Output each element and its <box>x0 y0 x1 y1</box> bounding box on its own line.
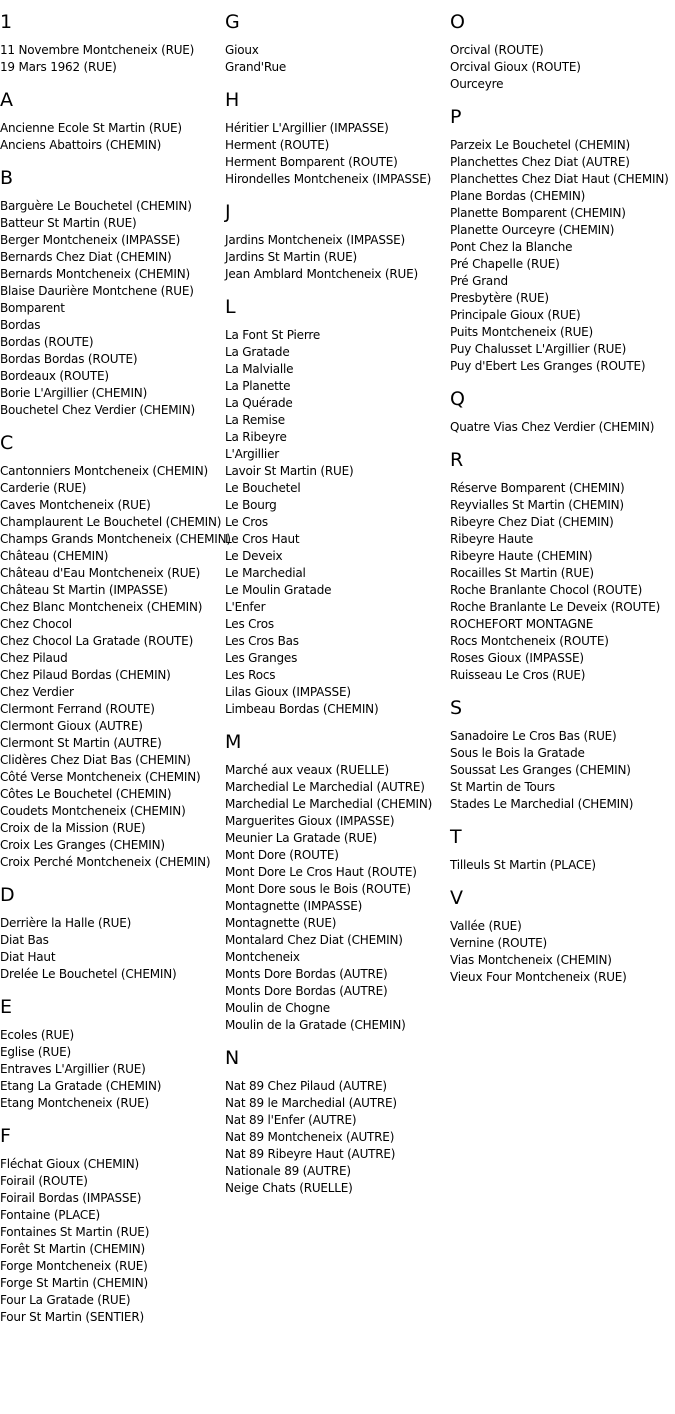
street-link[interactable]: Soussat Les Granges (CHEMIN) <box>450 763 631 777</box>
street-link[interactable]: 11 Novembre Montcheneix (RUE) <box>0 43 195 57</box>
letter-heading: N <box>225 1047 240 1069</box>
street-link[interactable]: Coudets Montcheneix (CHEMIN) <box>0 804 186 818</box>
street-link[interactable]: Ribeyre Haute <box>450 532 534 546</box>
letter-heading: Q <box>450 388 465 410</box>
street-link[interactable]: Foirail Bordas (IMPASSE) <box>0 1191 142 1205</box>
street-link[interactable]: Planchettes Chez Diat (AUTRE) <box>450 155 630 169</box>
letter-heading: D <box>0 884 15 906</box>
street-link[interactable]: Drelée Le Bouchetel (CHEMIN) <box>0 967 177 981</box>
letter-group-l <box>225 296 450 718</box>
street-link[interactable]: Château d'Eau Montcheneix (RUE) <box>0 566 201 580</box>
letter-heading: 1 <box>0 11 13 33</box>
street-link[interactable]: Vieux Four Montcheneix (RUE) <box>450 970 627 984</box>
street-list <box>450 419 675 436</box>
street-link[interactable]: Borie L'Argillier (CHEMIN) <box>0 386 148 400</box>
street-link[interactable]: La Gratade <box>225 345 290 359</box>
street-link[interactable]: Marguerites Gioux (IMPASSE) <box>225 814 395 828</box>
street-link[interactable]: Barguère Le Bouchetel (CHEMIN) <box>0 199 192 213</box>
street-link[interactable]: Roche Branlante Le Deveix (ROUTE) <box>450 600 661 614</box>
letter-group-m <box>225 731 450 1034</box>
street-link[interactable]: Neige Chats (RUELLE) <box>225 1181 353 1195</box>
street-list <box>225 42 450 76</box>
street-link[interactable]: Carderie (RUE) <box>0 481 87 495</box>
street-link[interactable]: Moulin de Chogne <box>225 1001 330 1015</box>
street-link[interactable]: Montagnette (RUE) <box>225 916 337 930</box>
letter-heading: O <box>450 11 465 33</box>
letter-group-j <box>225 201 450 283</box>
street-list <box>225 762 450 1034</box>
street-list <box>0 42 225 76</box>
street-link[interactable]: Pré Grand <box>450 274 508 288</box>
street-link[interactable]: Nationale 89 (AUTRE) <box>225 1164 351 1178</box>
street-link[interactable]: Ribeyre Haute (CHEMIN) <box>450 549 593 563</box>
street-link[interactable]: Foirail (ROUTE) <box>0 1174 88 1188</box>
letter-group-a <box>0 89 225 154</box>
street-list <box>450 42 675 93</box>
street-link[interactable]: Monts Dore Bordas (AUTRE) <box>225 967 388 981</box>
street-link[interactable]: Sanadoire Le Cros Bas (RUE) <box>450 729 617 743</box>
street-link[interactable]: Montcheneix <box>225 950 300 964</box>
street-link[interactable]: Nat 89 Ribeyre Haut (AUTRE) <box>225 1147 396 1161</box>
street-link[interactable]: Diat Haut <box>0 950 56 964</box>
street-link[interactable]: St Martin de Tours <box>450 780 555 794</box>
street-link[interactable]: Planchettes Chez Diat Haut (CHEMIN) <box>450 172 669 186</box>
street-list <box>450 728 675 813</box>
street-link[interactable]: Ribeyre Chez Diat (CHEMIN) <box>450 515 614 529</box>
street-link[interactable]: Roses Gioux (IMPASSE) <box>450 651 584 665</box>
street-link[interactable]: Côtes Le Bouchetel (CHEMIN) <box>0 787 172 801</box>
street-link[interactable]: Ruisseau Le Cros (RUE) <box>450 668 586 682</box>
street-link[interactable]: Batteur St Martin (RUE) <box>0 216 137 230</box>
street-link[interactable]: Jardins St Martin (RUE) <box>225 250 357 264</box>
index-column-1 <box>0 0 231 1326</box>
street-link[interactable]: Gioux <box>225 43 259 57</box>
street-link[interactable]: Limbeau Bordas (CHEMIN) <box>225 702 379 716</box>
street-link[interactable]: Montagnette (IMPASSE) <box>225 899 363 913</box>
street-link[interactable]: Lilas Gioux (IMPASSE) <box>225 685 351 699</box>
letter-heading: P <box>450 106 462 128</box>
letter-group-e <box>0 996 225 1112</box>
street-link[interactable]: Herment Bomparent (ROUTE) <box>225 155 398 169</box>
street-link[interactable]: Cantonniers Montcheneix (CHEMIN) <box>0 464 208 478</box>
street-link[interactable]: Hirondelles Montcheneix (IMPASSE) <box>225 172 432 186</box>
street-list <box>0 198 225 419</box>
street-link[interactable]: Forge St Martin (CHEMIN) <box>0 1276 149 1290</box>
street-link[interactable]: Parzeix Le Bouchetel (CHEMIN) <box>450 138 631 152</box>
letter-group-h <box>225 89 450 188</box>
street-link[interactable]: L'Enfer <box>225 600 266 614</box>
street-link[interactable]: Marché aux veaux (RUELLE) <box>225 763 390 777</box>
street-link[interactable]: Forge Montcheneix (RUE) <box>0 1259 148 1273</box>
letter-group-p <box>450 106 675 375</box>
street-link[interactable]: Eglise (RUE) <box>0 1045 71 1059</box>
street-link[interactable]: Fontaines St Martin (RUE) <box>0 1225 150 1239</box>
street-link[interactable]: Planette Bomparent (CHEMIN) <box>450 206 626 220</box>
letter-group-d <box>0 884 225 983</box>
letter-group-c <box>0 432 231 871</box>
street-link[interactable]: Plane Bordas (CHEMIN) <box>450 189 586 203</box>
street-link[interactable]: Bordas <box>0 318 41 332</box>
letter-heading: H <box>225 89 240 111</box>
letter-group-b <box>0 167 225 419</box>
street-link[interactable]: Bomparent <box>0 301 65 315</box>
street-link[interactable]: Moulin de la Gratade (CHEMIN) <box>225 1018 406 1032</box>
street-link[interactable]: Diat Bas <box>0 933 49 947</box>
street-link[interactable]: Pré Chapelle (RUE) <box>450 257 560 271</box>
street-link[interactable]: Champs Grands Montcheneix (CHEMIN) <box>0 532 231 546</box>
street-link[interactable]: Marchedial Le Marchedial (AUTRE) <box>225 780 425 794</box>
street-link[interactable]: Principale Gioux (RUE) <box>450 308 581 322</box>
street-link[interactable]: Etang Montcheneix (RUE) <box>0 1096 149 1110</box>
letter-heading: T <box>450 826 462 848</box>
letter-heading: C <box>0 432 14 454</box>
letter-group-r <box>450 449 675 684</box>
street-list <box>0 120 225 154</box>
street-link[interactable]: Planette Ourceyre (CHEMIN) <box>450 223 615 237</box>
letter-heading: L <box>225 296 236 318</box>
street-link[interactable]: Le Moulin Gratade <box>225 583 332 597</box>
letter-group-t <box>450 826 675 874</box>
street-link[interactable]: Chez Verdier <box>0 685 74 699</box>
letter-group-g <box>225 11 450 76</box>
street-list <box>0 463 231 871</box>
letter-heading: F <box>0 1125 11 1147</box>
street-link[interactable]: Orcival Gioux (ROUTE) <box>450 60 581 74</box>
letter-group-o <box>450 11 675 93</box>
street-link[interactable]: Ecoles (RUE) <box>0 1028 74 1042</box>
street-link[interactable]: Lavoir St Martin (RUE) <box>225 464 354 478</box>
street-link[interactable]: Mont Dore (ROUTE) <box>225 848 339 862</box>
street-list <box>0 1027 225 1112</box>
street-link[interactable]: 19 Mars 1962 (RUE) <box>0 60 117 74</box>
street-link[interactable]: Chez Chocol La Gratade (ROUTE) <box>0 634 194 648</box>
street-link[interactable]: Forêt St Martin (CHEMIN) <box>0 1242 146 1256</box>
street-link[interactable]: Chez Pilaud <box>0 651 68 665</box>
street-link[interactable]: Monts Dore Bordas (AUTRE) <box>225 984 388 998</box>
street-link[interactable]: Fléchat Gioux (CHEMIN) <box>0 1157 140 1171</box>
street-link[interactable]: Fontaine (PLACE) <box>0 1208 100 1222</box>
street-link[interactable]: L'Argillier <box>225 447 279 461</box>
street-link[interactable]: Mont Dore Le Cros Haut (ROUTE) <box>225 865 417 879</box>
street-link[interactable]: Bouchetel Chez Verdier (CHEMIN) <box>0 403 195 417</box>
letter-heading: G <box>225 11 240 33</box>
letter-group-s <box>450 697 675 813</box>
street-link[interactable]: Héritier L'Argillier (IMPASSE) <box>225 121 389 135</box>
street-link[interactable]: Réserve Bomparent (CHEMIN) <box>450 481 625 495</box>
street-link[interactable]: Le Bourg <box>225 498 277 512</box>
street-link[interactable]: Marchedial Le Marchedial (CHEMIN) <box>225 797 433 811</box>
street-link[interactable]: Quatre Vias Chez Verdier (CHEMIN) <box>450 420 655 434</box>
letter-group-v <box>450 887 675 986</box>
street-link[interactable]: Le Cros <box>225 515 268 529</box>
street-link[interactable]: Château (CHEMIN) <box>0 549 109 563</box>
street-link[interactable]: Chez Blanc Montcheneix (CHEMIN) <box>0 600 203 614</box>
street-link[interactable]: Les Granges <box>225 651 298 665</box>
letter-heading: J <box>225 201 231 223</box>
letter-group-f <box>0 1125 225 1326</box>
street-link[interactable]: Puits Montcheneix (RUE) <box>450 325 594 339</box>
street-link[interactable]: Berger Montcheneix (IMPASSE) <box>0 233 181 247</box>
street-link[interactable]: Les Rocs <box>225 668 276 682</box>
street-link[interactable]: Ancienne Ecole St Martin (RUE) <box>0 121 182 135</box>
street-link[interactable]: Sous le Bois la Gratade <box>450 746 585 760</box>
street-list <box>450 918 675 986</box>
street-link[interactable]: Four St Martin (SENTIER) <box>0 1310 144 1324</box>
street-link[interactable]: Ourceyre <box>450 77 504 91</box>
street-link[interactable]: Meunier La Gratade (RUE) <box>225 831 377 845</box>
street-link[interactable]: Blaise Daurière Montchene (RUE) <box>0 284 194 298</box>
street-link[interactable]: Montalard Chez Diat (CHEMIN) <box>225 933 403 947</box>
street-link[interactable]: La Malvialle <box>225 362 294 376</box>
index-column-3 <box>450 0 675 986</box>
street-link[interactable]: La Ribeyre <box>225 430 287 444</box>
street-link[interactable]: Derrière la Halle (RUE) <box>0 916 132 930</box>
street-link[interactable]: Bordeaux (ROUTE) <box>0 369 109 383</box>
street-link[interactable]: Vallée (RUE) <box>450 919 522 933</box>
street-list <box>0 915 225 983</box>
street-list <box>225 232 450 283</box>
letter-heading: B <box>0 167 14 189</box>
letter-group-1 <box>0 11 225 76</box>
street-link[interactable]: Entraves L'Argillier (RUE) <box>0 1062 146 1076</box>
street-link[interactable]: Rocailles St Martin (RUE) <box>450 566 594 580</box>
street-link[interactable]: Reyvialles St Martin (CHEMIN) <box>450 498 624 512</box>
letter-group-n <box>225 1047 450 1197</box>
street-link[interactable]: Bordas (ROUTE) <box>0 335 94 349</box>
street-link[interactable]: Four La Gratade (RUE) <box>0 1293 131 1307</box>
street-link[interactable]: Stades Le Marchedial (CHEMIN) <box>450 797 634 811</box>
street-link[interactable]: Croix Perché Montcheneix (CHEMIN) <box>0 855 211 869</box>
street-list <box>450 480 675 684</box>
street-link[interactable]: Clermont Ferrand (ROUTE) <box>0 702 155 716</box>
letter-heading: S <box>450 697 463 719</box>
letter-heading: V <box>450 887 463 909</box>
street-link[interactable]: Clermont St Martin (AUTRE) <box>0 736 162 750</box>
street-link[interactable]: Tilleuls St Martin (PLACE) <box>450 858 596 872</box>
street-list <box>450 857 675 874</box>
street-link[interactable]: Jean Amblard Montcheneix (RUE) <box>225 267 418 281</box>
street-link[interactable]: Nat 89 Montcheneix (AUTRE) <box>225 1130 395 1144</box>
street-link[interactable]: Bernards Montcheneix (CHEMIN) <box>0 267 190 281</box>
street-link[interactable]: Clidères Chez Diat Bas (CHEMIN) <box>0 753 191 767</box>
index-column-2 <box>225 0 450 1197</box>
street-link[interactable]: Le Marchedial <box>225 566 306 580</box>
street-link[interactable]: Le Bouchetel <box>225 481 301 495</box>
street-link[interactable]: Puy Chalusset L'Argillier (RUE) <box>450 342 627 356</box>
street-link[interactable]: Puy d'Ebert Les Granges (ROUTE) <box>450 359 646 373</box>
street-link[interactable]: Mont Dore sous le Bois (ROUTE) <box>225 882 411 896</box>
street-link[interactable]: Les Cros <box>225 617 274 631</box>
street-link[interactable]: La Font St Pierre <box>225 328 320 342</box>
letter-group-q <box>450 388 675 436</box>
street-link[interactable]: Roche Branlante Chocol (ROUTE) <box>450 583 643 597</box>
street-link[interactable]: Chez Pilaud Bordas (CHEMIN) <box>0 668 171 682</box>
street-link[interactable]: Bordas Bordas (ROUTE) <box>0 352 138 366</box>
street-link[interactable]: Nat 89 Chez Pilaud (AUTRE) <box>225 1079 387 1093</box>
street-list <box>225 120 450 188</box>
street-list <box>225 1078 450 1197</box>
street-list <box>450 137 675 375</box>
street-link[interactable]: La Quérade <box>225 396 293 410</box>
street-link[interactable]: Château St Martin (IMPASSE) <box>0 583 168 597</box>
letter-heading: M <box>225 731 242 753</box>
street-link[interactable]: Nat 89 le Marchedial (AUTRE) <box>225 1096 397 1110</box>
street-link[interactable]: Croix Les Granges (CHEMIN) <box>0 838 165 852</box>
street-link[interactable]: Orcival (ROUTE) <box>450 43 544 57</box>
street-link[interactable]: Jardins Montcheneix (IMPASSE) <box>225 233 406 247</box>
street-link[interactable]: Croix de la Mission (RUE) <box>0 821 146 835</box>
letter-heading: R <box>450 449 464 471</box>
street-link[interactable]: Caves Montcheneix (RUE) <box>0 498 151 512</box>
street-link[interactable]: La Remise <box>225 413 285 427</box>
street-list <box>0 1156 225 1326</box>
street-link[interactable]: Le Deveix <box>225 549 283 563</box>
street-link[interactable]: Grand'Rue <box>225 60 287 74</box>
street-link[interactable]: ROCHEFORT MONTAGNE <box>450 617 594 631</box>
letter-heading: A <box>0 89 13 111</box>
street-link[interactable]: Côté Verse Montcheneix (CHEMIN) <box>0 770 201 784</box>
street-list <box>225 327 450 718</box>
street-link[interactable]: Pont Chez la Blanche <box>450 240 573 254</box>
street-link[interactable]: Le Cros Haut <box>225 532 300 546</box>
street-link[interactable]: Nat 89 l'Enfer (AUTRE) <box>225 1113 357 1127</box>
street-link[interactable]: Vias Montcheneix (CHEMIN) <box>450 953 612 967</box>
street-link[interactable]: Chez Chocol <box>0 617 72 631</box>
street-link[interactable]: Etang La Gratade (CHEMIN) <box>0 1079 162 1093</box>
street-link[interactable]: Rocs Montcheneix (ROUTE) <box>450 634 609 648</box>
letter-heading: E <box>0 996 13 1018</box>
street-link[interactable]: Bernards Chez Diat (CHEMIN) <box>0 250 172 264</box>
street-link[interactable]: Herment (ROUTE) <box>225 138 330 152</box>
street-link[interactable]: Clermont Gioux (AUTRE) <box>0 719 143 733</box>
street-link[interactable]: Anciens Abattoirs (CHEMIN) <box>0 138 162 152</box>
street-link[interactable]: La Planette <box>225 379 291 393</box>
street-link[interactable]: Presbytère (RUE) <box>450 291 549 305</box>
street-link[interactable]: Vernine (ROUTE) <box>450 936 547 950</box>
street-link[interactable]: Champlaurent Le Bouchetel (CHEMIN) <box>0 515 222 529</box>
street-link[interactable]: Les Cros Bas <box>225 634 299 648</box>
